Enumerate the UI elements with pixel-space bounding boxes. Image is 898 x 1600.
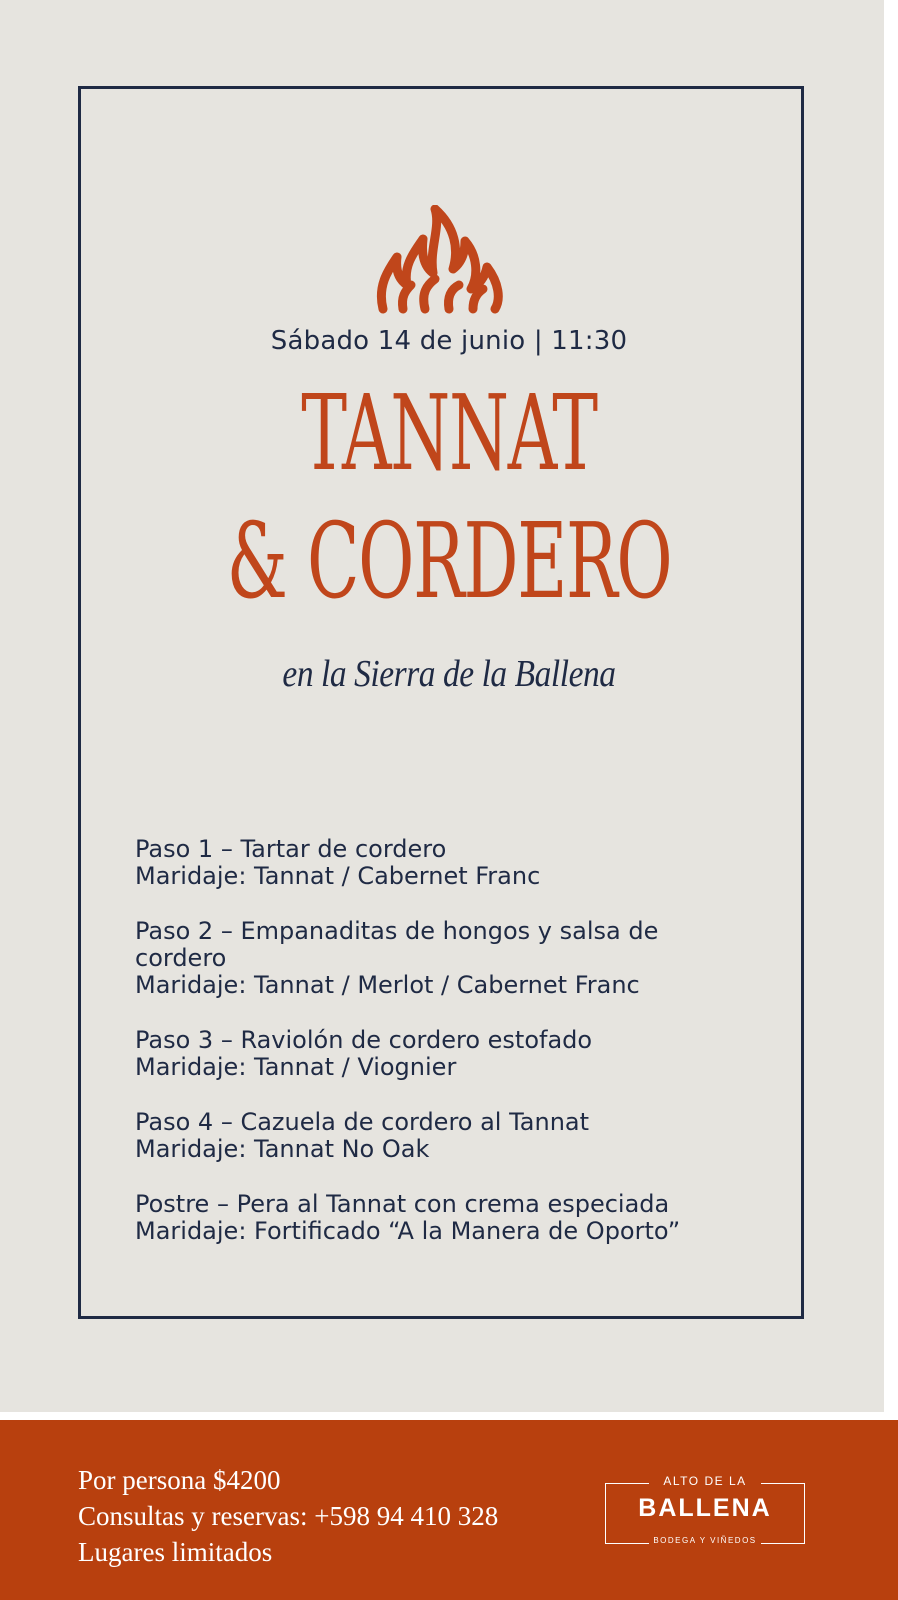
course-item <box>135 1109 755 1163</box>
course-name: Paso 2 – Empanaditas de hongos y salsa de cordero <box>135 917 659 972</box>
footer-divider <box>0 1412 898 1420</box>
logo-rule-right <box>761 1483 805 1484</box>
course-item <box>135 1191 755 1245</box>
contact-text: Consultas y reservas: +598 94 410 328 <box>78 1501 499 1531</box>
title-line-1: TANNAT <box>301 372 597 494</box>
winery-logo <box>605 1474 805 1574</box>
course-item <box>135 918 755 999</box>
logo-main-text: BALLENA <box>638 1494 772 1522</box>
course-item <box>135 836 755 890</box>
course-name: Postre – Pera al Tannat con crema especiada <box>135 1190 670 1218</box>
logo-rule-left <box>605 1483 649 1484</box>
course-name: Paso 1 – Tartar de cordero <box>135 835 447 863</box>
course-pairing: Maridaje: Tannat No Oak <box>135 1135 430 1163</box>
course-pairing: Maridaje: Tannat / Viognier <box>135 1053 457 1081</box>
course-name: Paso 3 – Raviolón de cordero estofado <box>135 1026 593 1054</box>
event-subtitle: en la Sierra de la Ballena <box>282 653 616 695</box>
price-text: Por persona $4200 <box>78 1465 281 1495</box>
availability-text: Lugares limitados <box>78 1537 273 1567</box>
course-pairing: Maridaje: Tannat / Merlot / Cabernet Franc <box>135 971 640 999</box>
page-edge <box>884 0 898 1600</box>
logo-top-text: ALTO DE LA <box>663 1474 747 1488</box>
course-list <box>135 836 755 1273</box>
course-name: Paso 4 – Cazuela de cordero al Tannat <box>135 1108 590 1136</box>
course-pairing: Maridaje: Fortificado “A la Manera de Oporto” <box>135 1217 681 1245</box>
event-date: Sábado 14 de junio | 11:30 <box>270 326 628 356</box>
flame-icon <box>375 205 505 317</box>
title-line-2: & CORDERO <box>226 500 672 622</box>
footer-info <box>78 1462 498 1570</box>
course-item <box>135 1027 755 1081</box>
course-pairing: Maridaje: Tannat / Cabernet Franc <box>135 862 541 890</box>
logo-sub-text: BODEGA Y VIÑEDOS <box>653 1536 757 1545</box>
